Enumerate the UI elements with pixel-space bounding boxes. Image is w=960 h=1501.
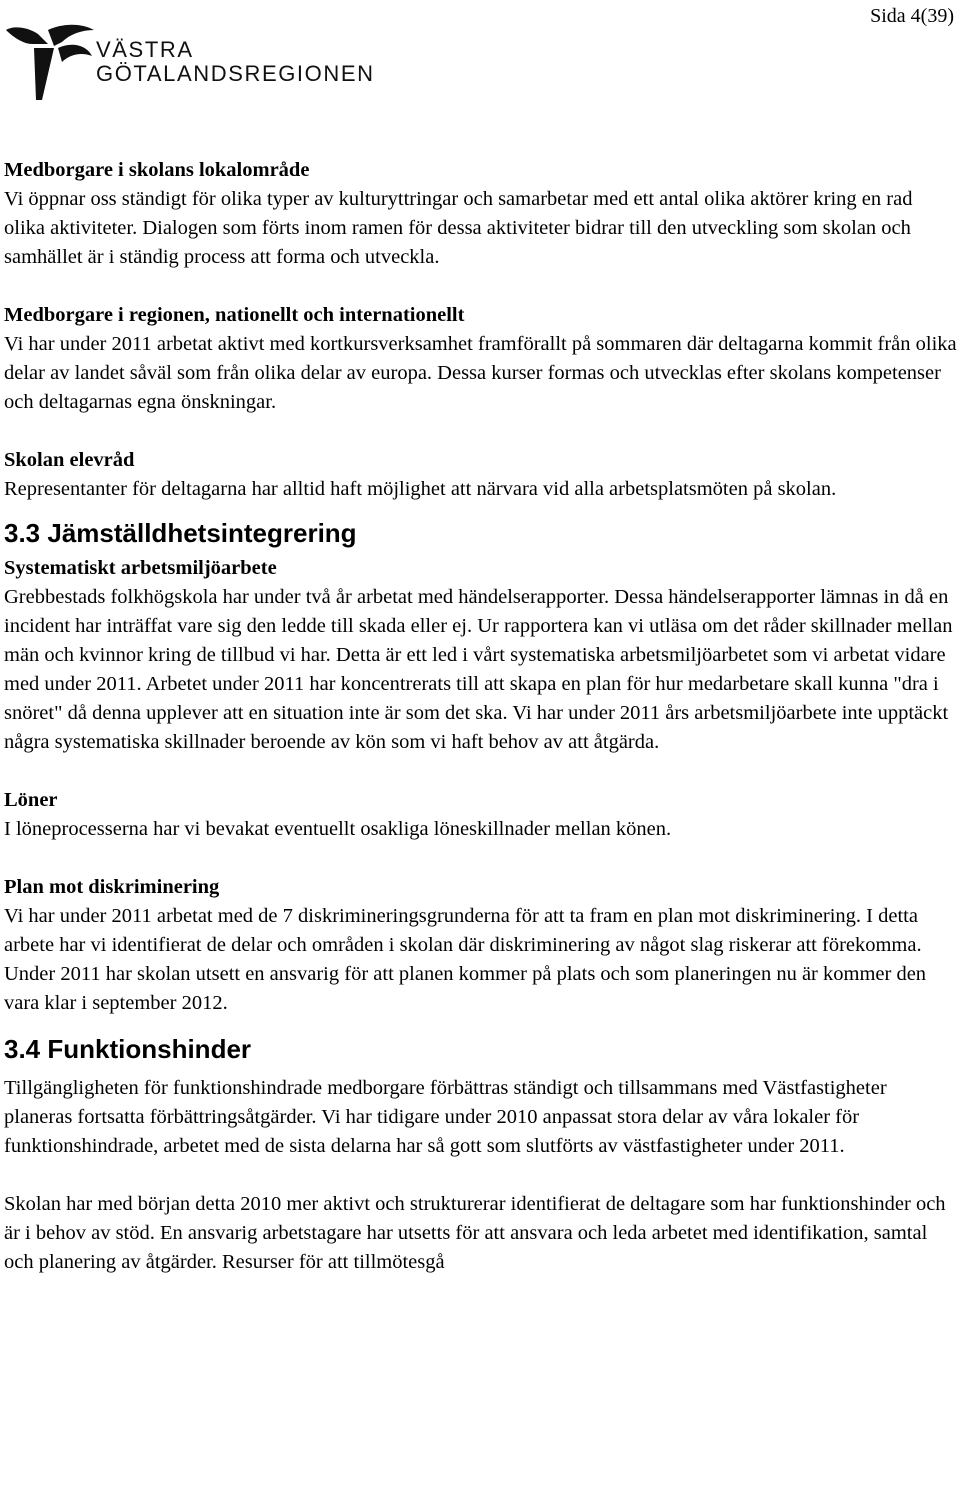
chapter-heading-3-3: 3.3 Jämställdhetsintegrering xyxy=(4,518,357,548)
section-heading: Medborgare i regionen, nationellt och internationellt xyxy=(4,304,465,326)
paragraph: Skolan har med början detta 2010 mer aktivt och strukturerar identifierat de deltagare som har funktionshinder och är i behov av stöd. En ansvarig arbetstagare har utsetts för att ansvara och leda arbetet med identifikation, samtal och planering av åtgärder. Resurser för att tillmötesgå xyxy=(4,1193,946,1273)
section-heading: Skolan elevråd xyxy=(4,449,135,471)
vastra-gotalandsregionen-logo-icon xyxy=(4,22,96,106)
chapter-heading-3-4: 3.4 Funktionshinder xyxy=(4,1034,252,1064)
section-regional xyxy=(4,301,958,417)
page-number: Sida 4(39) xyxy=(870,5,954,27)
section-discrimination-plan xyxy=(4,873,958,1018)
logo-wordmark xyxy=(96,38,375,86)
section-work-environment xyxy=(4,554,958,757)
paragraph: Tillgängligheten för funktionshindrade medborgare förbättras ständigt och tillsammans med Västfastigheter planeras fortsatta förbättringsåtgärder. Vi har tidigare under 2010 anpassat stora delar av våra lokaler för funktionshindrade, arbetet med de sista delarna har så gott som slutförts av västfastigheter under 2011. xyxy=(4,1077,887,1157)
logo-line-2: GÖTALANDSREGIONEN xyxy=(96,61,375,86)
paragraph: Grebbestads folkhögskola har under två år arbetat med händelserapporter. Dessa händelserapporter lämnas in då en incident har inträffat vare sig den ledde till skada eller ej. Ur rapportera kan vi utläsa om det råder skillnader mellan män och kvinnor kring de tillbud vi har. Detta är ett led i vårt systematiska arbetsmiljöarbetet som vi arbetat vidare med under 2011. Arbetet under 2011 har koncentrerats till att skapa en plan för hur medarbetare skall kunna "dra i snöret" då denna upplever att en situation inte är som det ska. Vi har under 2011 års arbetsmiljöarbete inte upptäckt några systematiska skillnader beroende av kön som vi haft behov av att åtgärda. xyxy=(4,586,953,753)
section-heading: Löner xyxy=(4,789,58,811)
paragraph: Representanter för deltagarna har alltid haft möjlighet att närvara vid alla arbetsplatsmöten på skolan. xyxy=(4,478,837,500)
section-student-council xyxy=(4,446,958,504)
organization-logo xyxy=(4,22,404,112)
section-heading: Plan mot diskriminering xyxy=(4,876,220,898)
document-body xyxy=(4,156,958,1306)
section-wages xyxy=(4,786,958,844)
paragraph: I löneprocesserna har vi bevakat eventuellt osakliga löneskillnader mellan könen. xyxy=(4,818,672,840)
section-heading: Systematiskt arbetsmiljöarbete xyxy=(4,557,277,579)
section-disability xyxy=(4,1074,958,1277)
paragraph: Vi har under 2011 arbetat med de 7 diskrimineringsgrunderna för att ta fram en plan mot diskriminering. I detta arbete har vi identifierat de delar och områden i skolan där diskriminering av något slag riskerar att förekomma. Under 2011 har skolan utsett en ansvarig för att planen kommer på plats och som planeringen nu är kommer den vara klar i september 2012. xyxy=(4,905,927,1014)
section-local-area xyxy=(4,156,958,272)
paragraph: Vi har under 2011 arbetat aktivt med kortkursverksamhet framförallt på sommaren där deltagarna kommit från olika delar av landet såväl som från olika delar av europa. Dessa kurser formas och utvecklas efter skolans kompetenser och deltagarnas egna önskningar. xyxy=(4,333,957,413)
paragraph: Vi öppnar oss ständigt för olika typer av kulturyttringar och samarbetar med ett antal olika aktörer kring en rad olika aktiviteter. Dialogen som förts inom ramen för dessa aktiviteter bidrar till den utveckling som skolan och samhället är i ständig process att forma och utveckla. xyxy=(4,188,913,268)
section-heading: Medborgare i skolans lokalområde xyxy=(4,159,310,181)
logo-line-1: VÄSTRA xyxy=(96,37,194,62)
